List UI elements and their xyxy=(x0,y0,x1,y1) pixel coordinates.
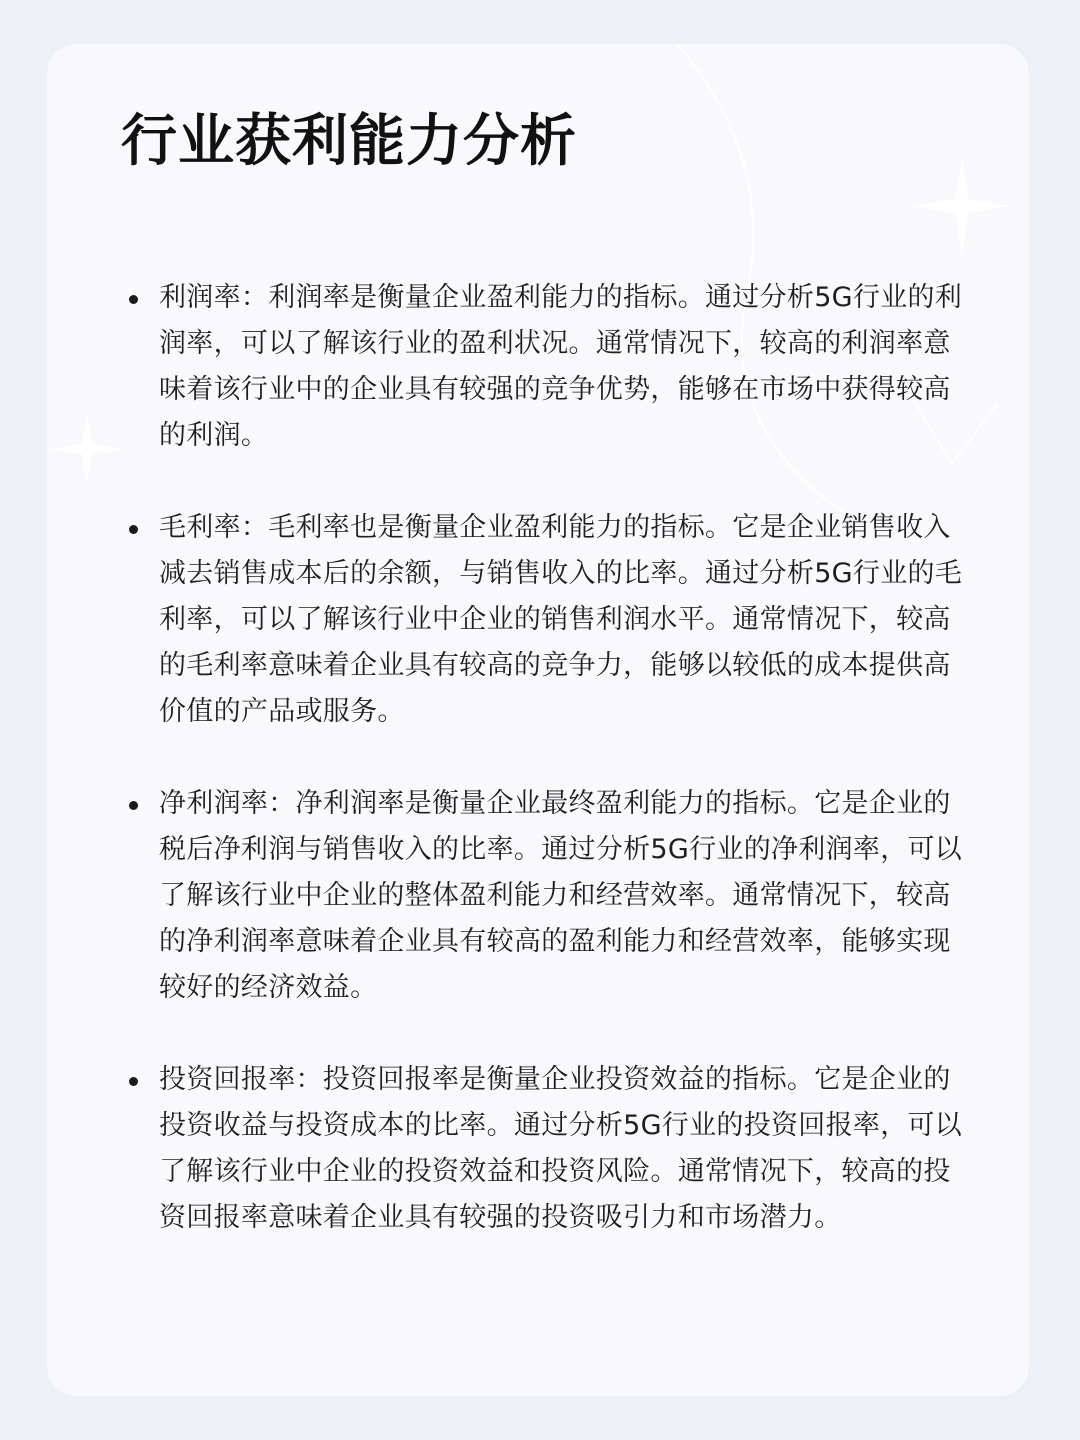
list-item-text: 利润率：利润率是衡量企业盈利能力的指标。通过分析5G行业的利润率，可以了解该行业的盈利状况。通常情况下，较高的利润率意味着该行业中的企业具有较强的竞争优势，能够在市场中获得较高的利润。 xyxy=(159,282,963,451)
page-title: 行业获利能力分析 xyxy=(121,109,577,174)
content-card xyxy=(47,44,1029,1396)
bullet-dot-icon xyxy=(129,1077,138,1086)
bullet-dot-icon xyxy=(129,801,138,810)
list-item-text: 毛利率：毛利率也是衡量企业盈利能力的指标。它是企业销售收入减去销售成本后的余额，与销售收入的比率。通过分析5G行业的毛利率，可以了解该行业中企业的销售利润水平。通常情况下，较高的毛利率意味着企业具有较高的竞争力，能够以较低的成本提供高价值的产品或服务。 xyxy=(159,512,963,727)
list-item-text: 投资回报率：投资回报率是衡量企业投资效益的指标。它是企业的投资收益与投资成本的比率。通过分析5G行业的投资回报率，可以了解该行业中企业的投资效益和投资风险。通常情况下，较高的投资回报率意味着企业具有较强的投资吸引力和市场潜力。 xyxy=(159,1064,963,1233)
list-item-text: 净利润率：净利润率是衡量企业最终盈利能力的指标。它是企业的税后净利润与销售收入的比率。通过分析5G行业的净利润率，可以了解该行业中企业的整体盈利能力和经营效率。通常情况下，较高的净利润率意味着企业具有较高的盈利能力和经营效率，能够实现较好的经济效益。 xyxy=(159,788,963,1003)
bullet-dot-icon xyxy=(129,295,138,304)
bullet-dot-icon xyxy=(129,525,138,534)
